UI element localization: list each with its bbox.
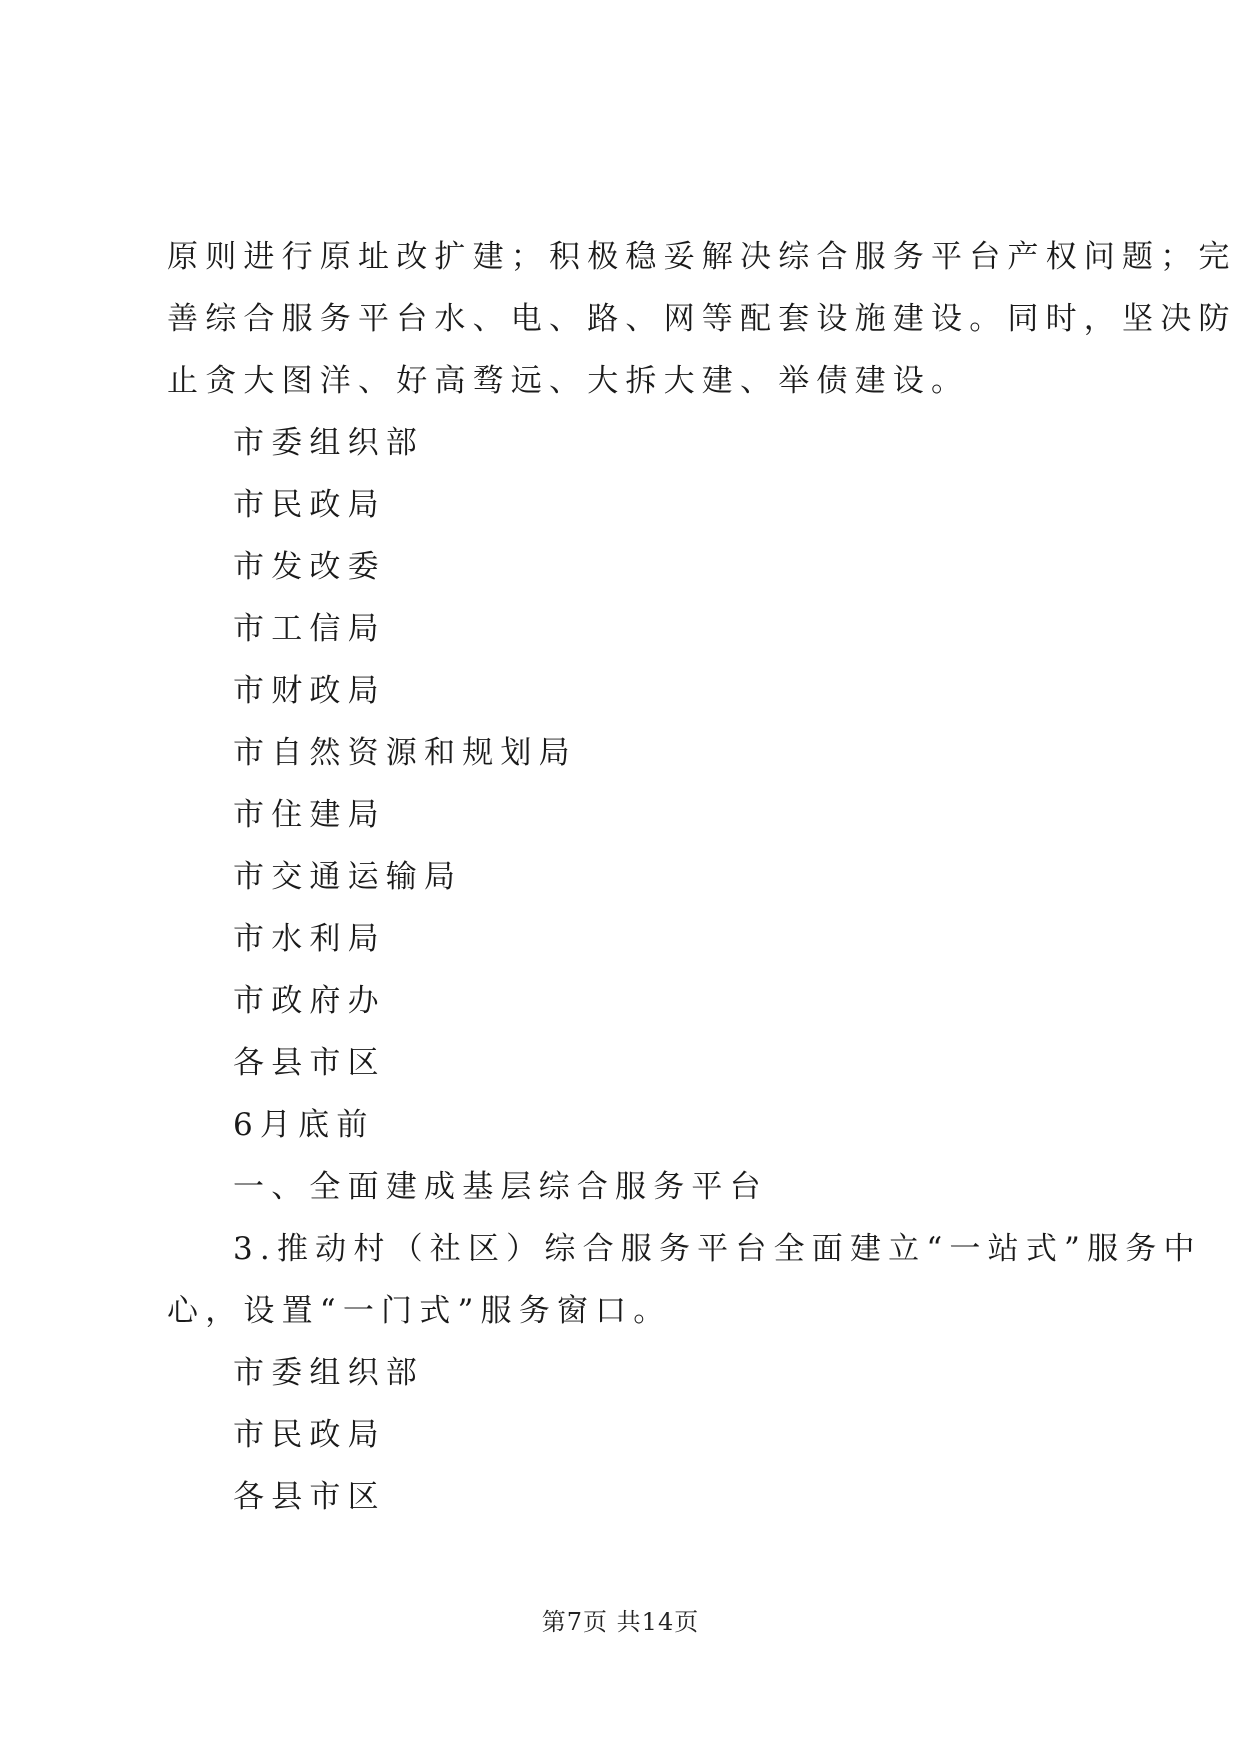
department-item: 市水利局 [233, 921, 386, 957]
department-item: 各县市区 [233, 1045, 386, 1081]
paragraph-line-2: 善综合服务平台水、电、路、网等配套设施建设。同时，坚决防 [167, 301, 1237, 337]
department-item: 市民政局 [233, 487, 386, 523]
section-heading: 一、全面建成基层综合服务平台 [233, 1169, 768, 1205]
department-item: 市住建局 [233, 797, 386, 833]
department-item: 市政府办 [233, 983, 386, 1019]
deadline-text: 6月底前 [233, 1107, 375, 1143]
department-item: 市交通运输局 [233, 859, 463, 895]
department-item: 市民政局 [233, 1417, 386, 1453]
department-item: 市委组织部 [233, 425, 424, 461]
department-item: 市委组织部 [233, 1355, 424, 1391]
paragraph-line-3: 止贪大图洋、好高骛远、大拆大建、举债建设。 [167, 363, 970, 399]
department-item: 市工信局 [233, 611, 386, 647]
department-item: 市自然资源和规划局 [233, 735, 577, 771]
department-item: 市财政局 [233, 673, 386, 709]
department-item: 市发改委 [233, 549, 386, 585]
item-3-line-2: 心，设置“一门式”服务窗口。 [167, 1293, 672, 1329]
page-number-footer: 第7页 共14页 [541, 1608, 700, 1636]
department-item: 各县市区 [233, 1479, 386, 1515]
paragraph-line-1: 原则进行原址改扩建；积极稳妥解决综合服务平台产权问题；完 [167, 239, 1237, 275]
item-3-line-1: 3.推动村（社区）综合服务平台全面建立“一站式”服务中 [233, 1231, 1202, 1267]
